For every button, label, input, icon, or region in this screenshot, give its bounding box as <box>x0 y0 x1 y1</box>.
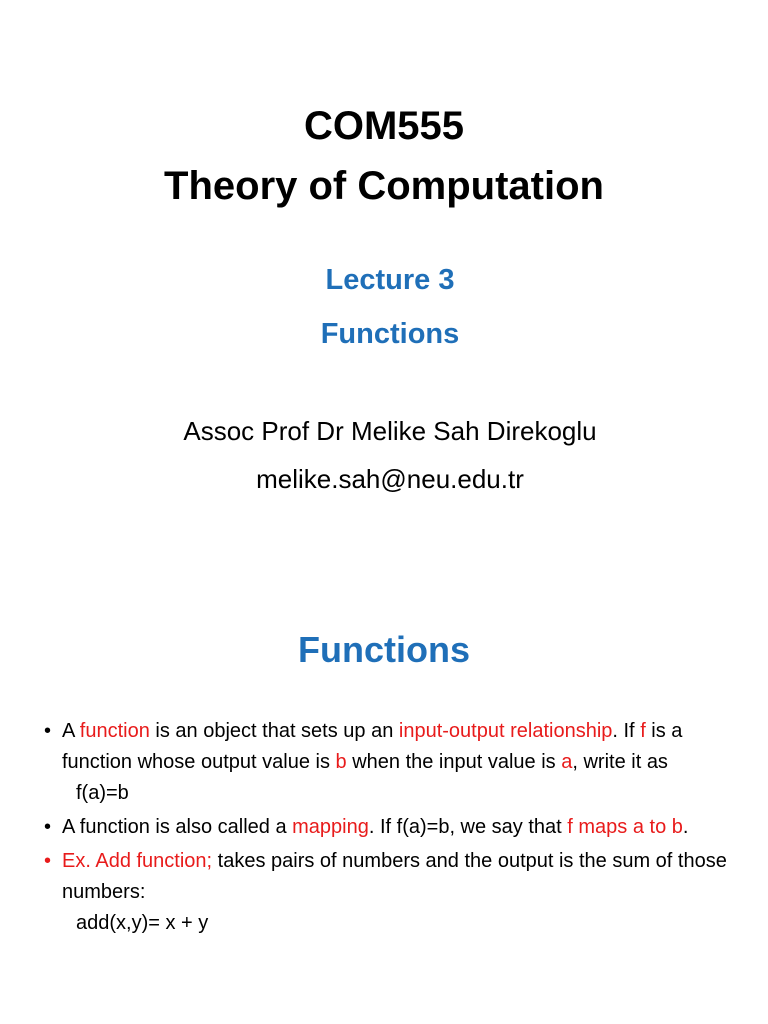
functions-slide <box>0 576 768 1024</box>
bullet-marker: • <box>44 850 52 872</box>
bullet-text: is an object that sets up an <box>149 720 399 742</box>
highlighted-term: b <box>335 751 347 773</box>
bullet-text: . <box>682 816 689 838</box>
bullet-item <box>44 812 728 843</box>
course-code: COM555 <box>303 104 465 148</box>
bullet-text: . If <box>612 720 641 742</box>
bullet-text: when the input value is <box>346 751 562 773</box>
lecture-number: Lecture 3 <box>325 264 455 296</box>
lecture-topic: Functions <box>320 318 460 350</box>
highlighted-term: f <box>640 720 646 742</box>
bullet-marker: • <box>44 816 52 838</box>
highlighted-term: function <box>79 720 150 742</box>
bullet-text: . If f(a)=b, we say that <box>368 816 568 838</box>
author-email: melike.sah@neu.edu.tr <box>256 464 524 494</box>
highlighted-term: f maps a to b <box>567 816 683 838</box>
bullet-list <box>44 716 728 942</box>
highlighted-term: mapping <box>292 816 369 838</box>
slide-title: Functions <box>298 629 470 670</box>
formula: f(a)=b <box>76 782 129 804</box>
bullet-text: A function is also called a <box>62 816 293 838</box>
bullet-text: A <box>62 720 80 742</box>
highlighted-term: input-output relationship <box>398 720 613 742</box>
course-title: Theory of Computation <box>164 164 604 208</box>
bullet-item <box>44 846 728 939</box>
bullet-item <box>44 716 728 809</box>
bullet-text: takes pairs of numbers and the output is the sum of those numbers: <box>62 850 727 903</box>
bullet-text: is a function whose output value is <box>62 720 683 773</box>
highlighted-term: Ex. Add function; <box>62 850 213 872</box>
bullet-marker: • <box>44 720 52 742</box>
highlighted-term: a <box>561 751 573 773</box>
author-name: Assoc Prof Dr Melike Sah Direkoglu <box>183 416 597 446</box>
bullet-text: , write it as <box>572 751 668 773</box>
formula: add(x,y)= x + y <box>76 912 209 934</box>
